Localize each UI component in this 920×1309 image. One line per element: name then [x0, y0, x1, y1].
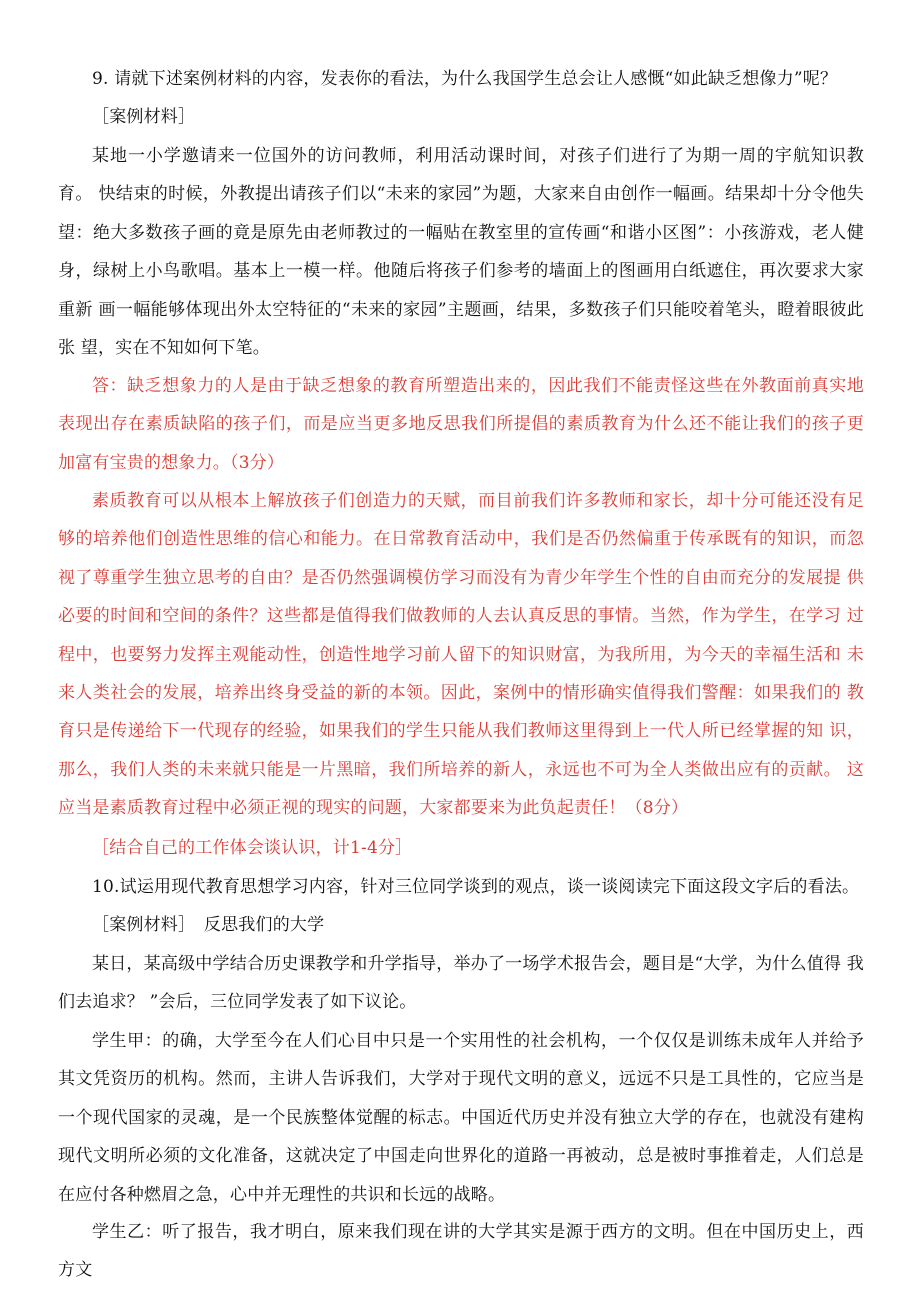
student-b-comment: 学生乙：听了报告，我才明白，原来我们现在讲的大学其实是源于西方的文明。但在中国历史上，西 方文 [58, 1222, 864, 1281]
case-text: 某地一小学邀请来一位国外的访问教师，利用活动课时间，对孩子们进行了为期一周的宇航知识教育。 快结束的时候，外教提出请孩子们以“未来的家园”为题，大家来自由创作一幅画。结果却十分令他失望：绝大多数孩子画的竟是原先由老师教过的一幅贴在教室里的宣传画“和谐小区图”：小孩游戏，老人健身，绿树上小鸟歌唱。基本上一模一样。他随后将孩子们参考的墙面上的图画用白纸遮住，再次要求大家重新 画一幅能够体现出外太空特征的“未来的家园”主题画，结果，多数孩子们只能咬着笔头，瞪着眼彼此张 望，实在不知如何下笔。 [58, 146, 864, 359]
question-10: 10.试运用现代教育思想学习内容，针对三位同学谈到的观点，谈一谈阅读完下面这段文字后的看法。 [92, 877, 860, 897]
student-a-comment: 学生甲：的确，大学至今在人们心目中只是一个实用性的社会机构，一个仅仅是训练未成年人并给予 其文凭资历的机构。然而，主讲人告诉我们，大学对于现代文明的意义，远远不只是工具性的，它应当是 一个现代国家的灵魂，是一个民族整体觉醒的标志。中国近代历史并没有独立大学的存在，也就没有建构 现代文明所必须的文化准备，这就决定了中国走向世界化的道路一再被动，总是被时事推着走，人们总是 在应付各种燃眉之急，心中并无理性的共识和长远的战略。 [58, 1031, 864, 1205]
answer-body: 素质教育可以从根本上解放孩子们创造力的天赋，而目前我们许多教师和家长，却十分可能还没有足 够的培养他们创造性思维的信心和能力。在日常教育活动中，我们是否仍然偏重于传承既有的知识，而忽 视了尊重学生独立思考的自由？是否仍然强调模仿学习而没有为青少年学生个性的自由而充分的发展提 供必要的时间和空间的条件？这些都是值得我们做教师的人去认真反思的事情。当然，作为学生，在学习 过程中，也要努力发挥主观能动性，创造性地学习前人留下的知识财富，为我所用，为今天的幸福生活和 未来人类社会的发展，培养出终身受益的新的本领。因此，案例中的情形确实值得我们警醒：如果我们的 教育只是传递给下一代现存的经验，如果我们的学生只能从我们教师这里得到上一代人所已经掌握的知 识，那么，我们人类的未来就只能是一片黑暗，我们所培养的新人，永远也不可为全人类做出应有的贡献。 这应当是素质教育过程中必须正视的现实的问题，大家都要来为此负起责任！（8分） [58, 491, 864, 819]
answer-note: ［结合自己的工作体会谈认识，计1-4分］ [92, 838, 413, 858]
question-9: 9. 请就下述案例材料的内容，发表你的看法，为什么我国学生总会让人感慨“如此缺乏想像力”呢？ [92, 69, 838, 89]
case-label: ［案例材料］ [92, 107, 196, 127]
answer-intro: 答：缺乏想象力的人是由于缺乏想象的教育所塑造出来的，因此我们不能责怪这些在外教面前真实地 表现出存在素质缺陷的孩子们，而是应当更多地反思我们所提倡的素质教育为什么还不能让我们的孩子更 加富有宝贵的想象力。（3分） [58, 376, 864, 473]
case-intro: 某日，某高级中学结合历史课教学和升学指导，举办了一场学术报告会，题目是“大学，为什么值得 我们去追求？ ”会后，三位同学发表了如下议论。 [58, 954, 864, 1013]
case-title-line: ［案例材料］ 反思我们的大学 [92, 915, 325, 935]
